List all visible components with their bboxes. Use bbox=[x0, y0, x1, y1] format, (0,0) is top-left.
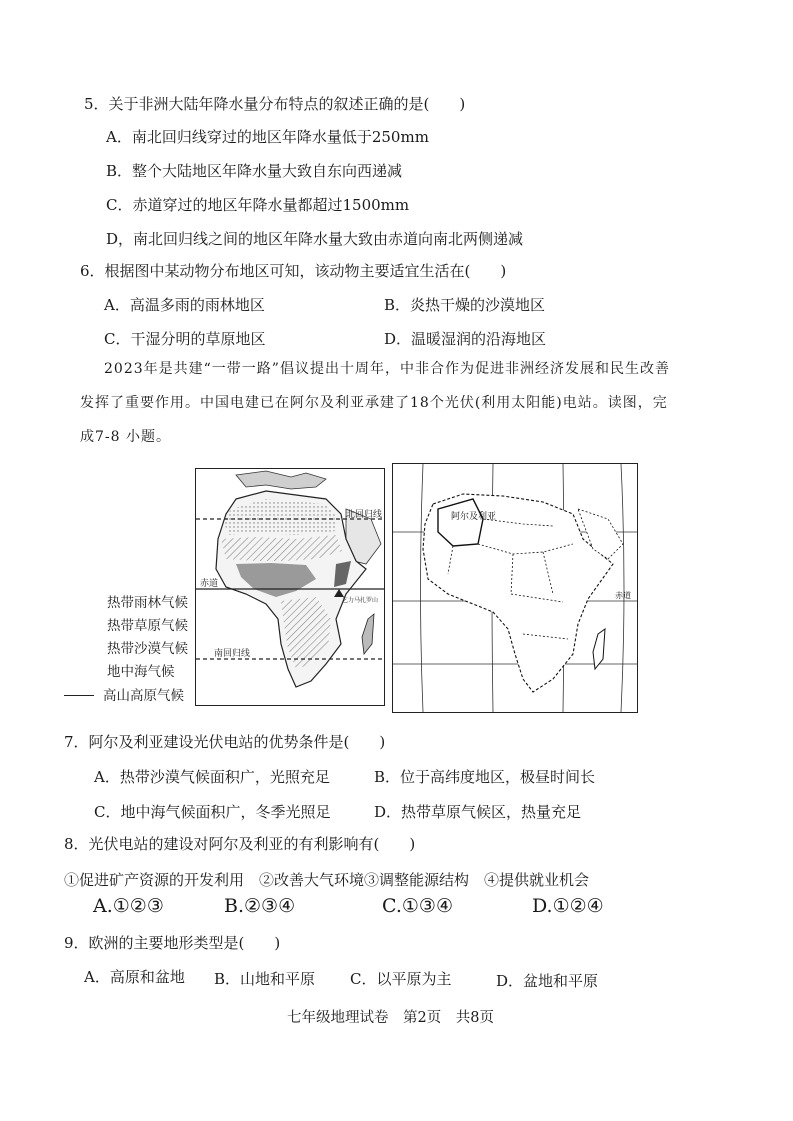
legend-item-5: 高山高原气候 bbox=[103, 688, 184, 704]
q6-option-a[interactable]: A．高温多雨的雨林地区 bbox=[104, 296, 265, 314]
q8-items: ①促进矿产资源的开发利用 ②改善大气环境③调整能源结构 ④提供就业机会 bbox=[64, 871, 590, 889]
q7-option-b[interactable]: B．位于高纬度地区，极昼时间长 bbox=[374, 768, 596, 786]
meridian-1 bbox=[421, 464, 424, 712]
africa-climate-svg bbox=[196, 469, 384, 705]
q5-option-d[interactable]: D，南北回归线之间的地区年降水量大致由赤道向南北两侧递减 bbox=[106, 230, 524, 248]
q8-stem: 8．光伏电站的建设对阿尔及利亚的有利影响有( ) bbox=[64, 835, 416, 853]
q6-option-b[interactable]: B．炎热干燥的沙漠地区 bbox=[384, 296, 546, 314]
q7-option-a[interactable]: A．热带沙漠气候面积广，光照充足 bbox=[94, 768, 330, 786]
q8-option-a[interactable]: A.①②③ bbox=[93, 895, 164, 917]
q8-option-c[interactable]: C.①③④ bbox=[382, 895, 453, 917]
right-equator-label: 赤道 bbox=[615, 591, 631, 600]
q6-stem: 6．根据图中某动物分布地区可知，该动物主要适宜生活在( ) bbox=[80, 262, 507, 280]
meridian-4 bbox=[621, 464, 624, 712]
q5-option-a[interactable]: A．南北回归线穿过的地区年降水量低于250mm bbox=[106, 128, 429, 146]
q7-option-c[interactable]: C．地中海气候面积广，冬季光照足 bbox=[94, 803, 331, 821]
legend-item-4: 地中海气候 bbox=[107, 664, 175, 680]
legend-item-1: 热带雨林气候 bbox=[107, 595, 188, 611]
q5-stem: 5．关于非洲大陆年降水量分布特点的叙述正确的是( ) bbox=[84, 95, 466, 113]
africa-political-map bbox=[392, 463, 638, 713]
africa-political-svg bbox=[393, 464, 637, 712]
legend-item-3: 热带沙漠气候 bbox=[107, 641, 188, 657]
q6-option-c[interactable]: C．干湿分明的草原地区 bbox=[104, 330, 266, 348]
q9-stem: 9．欧洲的主要地形类型是( ) bbox=[64, 934, 281, 952]
q8-option-d[interactable]: D.①②④ bbox=[532, 895, 604, 917]
tropic-s-label: 南回归线 bbox=[214, 648, 251, 658]
passage-line-2: 发挥了重要作用。中国电建已在阿尔及利亚承建了18个光伏(利用太阳能)电站。读图，完 bbox=[80, 395, 668, 411]
q9-option-c[interactable]: C．以平原为主 bbox=[350, 970, 452, 988]
q9-option-d[interactable]: D．盆地和平原 bbox=[496, 972, 599, 990]
algeria-label: 阿尔及利亚 bbox=[451, 511, 497, 521]
equator-label: 赤道 bbox=[200, 578, 219, 588]
q5-option-b[interactable]: B．整个大陆地区年降水量大致自东向西递减 bbox=[106, 162, 403, 180]
q9-option-b[interactable]: B．山地和平原 bbox=[214, 970, 316, 988]
page-footer: 七年级地理试卷 第2页 共8页 bbox=[287, 1010, 494, 1026]
q8-option-b[interactable]: B.②③④ bbox=[224, 895, 296, 917]
q7-stem: 7．阿尔及利亚建设光伏电站的优势条件是( ) bbox=[64, 733, 386, 751]
tropic-n-label: 北回归线 bbox=[346, 509, 383, 519]
q9-option-a[interactable]: A．高原和盆地 bbox=[84, 968, 185, 986]
passage-line-3: 成7-8 小题。 bbox=[80, 429, 171, 445]
europe-landmass bbox=[236, 471, 326, 489]
legend-line-icon bbox=[64, 695, 94, 696]
africa-climate-map bbox=[195, 468, 385, 706]
mountain-label: 乞力马扎罗山 bbox=[342, 598, 379, 604]
legend-item-2: 热带草原气候 bbox=[107, 618, 188, 634]
q6-option-d[interactable]: D．温暖湿润的沿海地区 bbox=[384, 330, 547, 348]
q7-option-d[interactable]: D．热带草原气候区，热量充足 bbox=[374, 803, 582, 821]
passage-line-1: 2023年是共建“一带一路”倡议提出十周年，中非合作为促进非洲经济发展和民生改善 bbox=[104, 361, 670, 377]
q5-option-c[interactable]: C．赤道穿过的地区年降水量都超过1500mm bbox=[106, 196, 410, 214]
madagascar-outline bbox=[593, 629, 605, 669]
madagascar-landmass bbox=[362, 614, 374, 654]
